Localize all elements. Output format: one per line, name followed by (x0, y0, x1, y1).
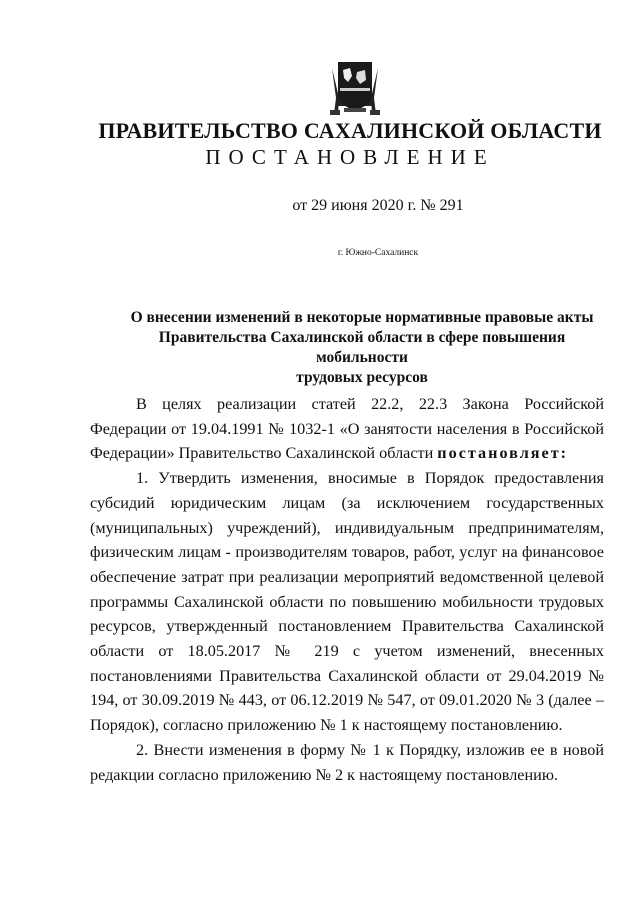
preamble-paragraph (90, 392, 604, 466)
item-2-paragraph: 2. Внести изменения в форму № 1 к Порядку, изложив ее в новой редакции согласно приложению № 2 к настоящему постановлению. (90, 740, 604, 784)
document-body (90, 392, 604, 787)
preamble-text: В целях реализации статей 22.2, 22.3 Закона Российской Федерации от 19.04.1991 № 1032-1 «О занятости населения в Российской Федерации» Правительство Сахалинской области (90, 395, 604, 463)
organization-title: ПРАВИТЕЛЬСТВО САХАЛИНСКОЙ ОБЛАСТИ (98, 118, 602, 143)
subject-line-2: Правительства Сахалинской области в сфере повышения мобильности (158, 329, 566, 366)
item-1-paragraph: 1. Утвердить изменения, вносимые в Порядок предоставления субсидий юридическим лицам (за исключением государственных (муниципальных) учреждений), индивидуальным предпринимателям, физическим лицам - производителям товаров, работ, услуг на финансовое обеспечение затрат при реализации мероприятий ведомственной целевой программы Сахалинской области по повышению мобильности трудовых ресурсов, утвержденный постановлением Правительства Сахалинской области от 18.05.2017 № 219 с учетом изменений, внесенных постановлениями Правительства Сахалинской области от 29.04.2019 № 194, от 30.09.2019 № 443, от 06.12.2019 № 547, от 09.01.2020 № 3 (далее – Порядок), согласно приложению № 1 к настоящему постановлению. (90, 469, 604, 735)
document-city: г. Южно-Сахалинск (337, 248, 419, 258)
document-date-number: от 29 июня 2020 г. № 291 (292, 197, 464, 214)
document-type: ПОСТАНОВЛЕНИЕ (205, 145, 495, 169)
subject-line-3: трудовых ресурсов (296, 369, 428, 386)
decree-word: постановляет: (437, 444, 569, 463)
document-subject (112, 308, 612, 388)
subject-line-1: О внесении изменений в некоторые нормативные правовые акты (130, 309, 594, 326)
sakhalin-coat-of-arms-icon (330, 58, 380, 116)
